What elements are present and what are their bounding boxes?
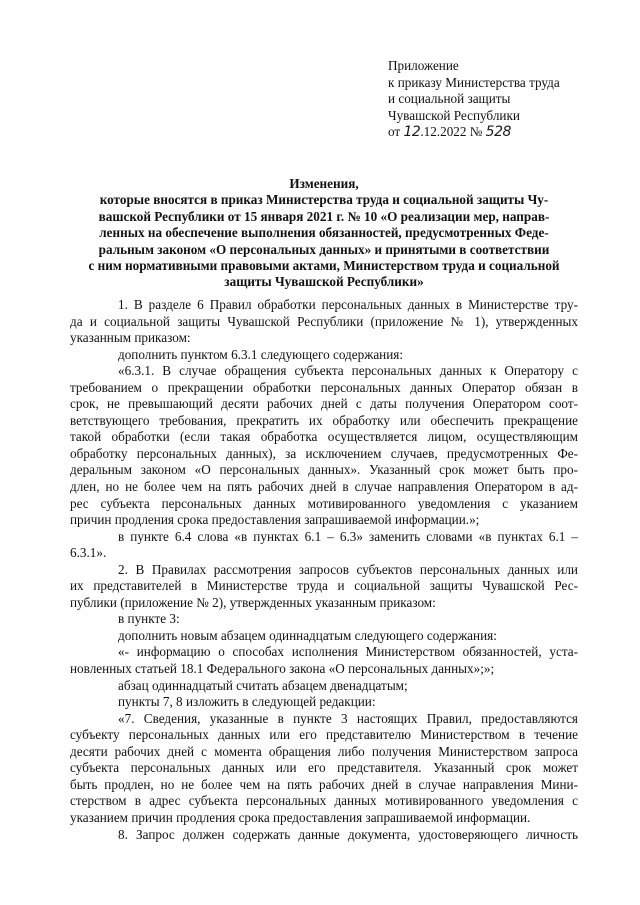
body-line: рес субъекта персональных данных мотивированного уведомления с указанием — [70, 495, 578, 511]
body-line: 1. В разделе 6 Правил обработки персональных данных в Министерстве тру- — [118, 297, 578, 312]
body-line: в пункте 3: — [118, 611, 180, 627]
title-line: Изменения, — [289, 176, 359, 191]
body-line: такой обработки (если такая обработка осуществляется лицом, осуществляющим — [70, 429, 578, 445]
body-line: обработку персональных данных), за исключением случаев, предусмотренных Фе- — [70, 445, 578, 461]
body-line: пункты 7, 8 изложить в следующей редакции: — [118, 694, 376, 710]
body-line: их представителей в Министерстве труда и социальной защиты Чувашской Рес- — [70, 578, 578, 594]
body-line: 8. Запрос должен содержать данные документа, удостоверяющего личность — [118, 826, 578, 842]
body-line: дополнить пунктом 6.3.1 следующего содержания: — [118, 346, 404, 362]
body-line: да и социальной защиты Чувашской Республики (приложение № 1), утвержденных — [70, 313, 578, 329]
date-prefix: от — [388, 124, 401, 139]
body-line: субъекта персональных данных или его представителя. Указанный срок может — [70, 760, 578, 776]
appendix-line-3: и социальной защиты — [388, 91, 511, 106]
body-line: быть продлен, но не более чем на пять рабочих дней в случае направления Мини- — [70, 776, 578, 792]
body-line: причин продления срока предоставления запрашиваемой информации.»; — [70, 512, 480, 528]
body-line: 6.3.1». — [70, 545, 107, 561]
appendix-header — [388, 58, 618, 141]
handwritten-day: 12 — [403, 124, 421, 140]
body-line: стерством в адрес субъекта персональных данных мотивированного уведомления с — [70, 793, 578, 809]
body-line: «6.3.1. В случае обращения субъекта персональных данных к Оператору с — [118, 363, 578, 379]
body-line: указанным приказом: — [70, 330, 191, 346]
document-title — [70, 176, 578, 291]
title-line: с ним нормативными правовыми актами, Министерством труда и социальной — [88, 258, 560, 274]
body-line: в пункте 6.4 слова «в пунктах 6.1 – 6.3» заменить словами «в пунктах 6.1 – — [118, 528, 578, 544]
body-line: субъекту персональных данных или его представителю Министерством в течение — [70, 727, 578, 743]
title-line: ленных на обеспечение выполнения обязанностей, предусмотренных Феде- — [99, 225, 549, 241]
appendix-line-4: Чувашской Республики — [388, 107, 520, 123]
title-line: ральным законом «О персональных данных» и принятыми в соответствии — [98, 241, 550, 257]
body-line: требованием о прекращении обработки персональных данных Оператор обязан в — [70, 379, 578, 395]
body-line: новленных статьей 18.1 Федерального закона «О персональных данных»;»; — [70, 661, 495, 677]
appendix-line-1: Приложение — [388, 58, 459, 73]
body-line: «7. Сведения, указанные в пункте 3 настоящих Правил, предоставляются — [118, 710, 578, 726]
title-line: вашской Республики от 15 января 2021 г. № 10 «О реализации мер, направ- — [98, 208, 550, 224]
body-line: срок, не превышающий десяти рабочих дней с даты получения Оператором соот- — [70, 396, 578, 412]
body-line: публики (приложение № 2), утвержденных указанным приказом: — [70, 594, 436, 610]
body-line: ветствующего требования, прекратить их обработку или обеспечить прекращение — [70, 412, 578, 428]
body-line: дополнить новым абзацем одиннадцатым следующего содержания: — [118, 627, 497, 643]
document-body — [70, 297, 578, 843]
title-line: которые вносятся в приказ Министерства труда и социальной защиты Чу- — [99, 192, 549, 208]
body-line: «- информацию о способах исполнения Министерством обязанностей, уста- — [118, 644, 578, 660]
body-line: десяти рабочих дней с момента обращения либо получения Министерством запроса — [70, 743, 578, 759]
body-line: указанием причин продления срока предоставления запрашиваемой информации. — [70, 809, 531, 825]
appendix-line-2: к приказу Министерства труда — [388, 74, 560, 90]
body-line: длен, но не более чем на пять рабочих дней в случае направления Оператором в ад- — [70, 479, 578, 495]
date-rest: .12.2022 № — [420, 124, 483, 139]
title-line: защиты Чувашской Республики» — [224, 274, 424, 290]
body-line: деральным законом «О персональных данных». Указанный срок может быть про- — [70, 462, 578, 478]
handwritten-number: 528 — [485, 124, 511, 140]
body-line: 2. В Правилах рассмотрения запросов субъектов персональных данных или — [118, 561, 578, 577]
appendix-date-line — [388, 124, 618, 141]
body-line: абзац одиннадцатый считать абзацем двенадцатым; — [118, 677, 408, 693]
